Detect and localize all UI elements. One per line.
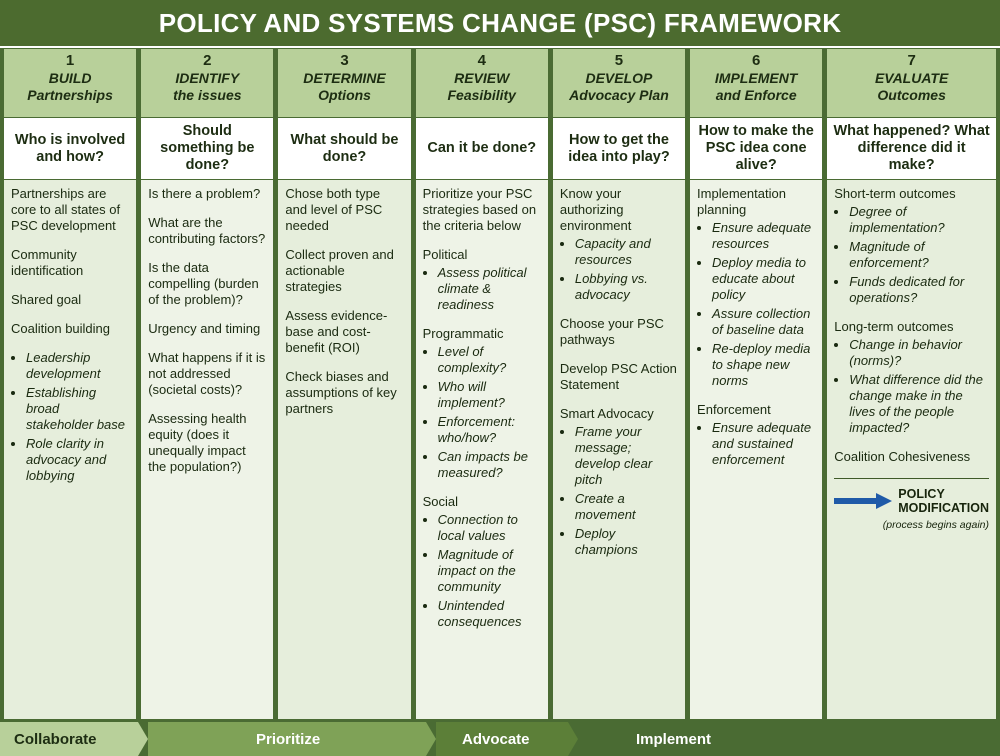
text-block: Urgency and timing <box>148 321 261 336</box>
text-block: Partnerships are core to all states of PSC development <box>11 186 121 233</box>
column-1-body <box>3 180 137 720</box>
text-block: What happens if it is not addressed (societal costs)? <box>148 350 266 397</box>
group-label: Smart Advocacy <box>559 406 654 421</box>
column-5-header <box>552 48 686 118</box>
phase-advocate <box>436 722 578 756</box>
bullet-list <box>697 220 815 389</box>
group-label: Know your authorizing environment <box>559 186 632 233</box>
list-item: • Magnitude of impact on the community <box>438 547 541 595</box>
policy-modification-row <box>834 487 989 515</box>
column-3-header <box>277 48 411 118</box>
column-4 <box>415 48 549 720</box>
column-7-header <box>826 48 997 118</box>
policy-modification-line2: MODIFICATION <box>898 501 989 515</box>
text-block: What are the contributing factors? <box>148 215 266 246</box>
list-item: • Capacity and resources <box>575 236 678 268</box>
column-2-verb: IDENTIFY <box>175 70 240 86</box>
list-item: • Assess political climate & readiness <box>438 265 541 313</box>
list-item: • Re-deploy media to shape new norms <box>712 341 815 389</box>
bullet-list <box>423 344 541 481</box>
group-label: Social <box>422 494 459 509</box>
list-item: • Assure collection of baseline data <box>712 306 815 338</box>
page-title <box>0 0 1000 48</box>
column-5-body <box>552 180 686 720</box>
column-5-question: How to get the idea into play? <box>552 118 686 180</box>
list-item: • Can impacts be measured? <box>438 449 541 481</box>
list-item: • Funds dedicated for operations? <box>849 274 989 306</box>
text-block: Assess evidence-base and cost-benefit (ROI) <box>285 308 388 355</box>
column-4-number: 4 <box>477 52 486 69</box>
column-6-header <box>689 48 823 118</box>
column-7-question: What happened? What difference did it make? <box>826 118 997 180</box>
text-block: Assessing health equity (does it unequally impact the population?) <box>148 411 247 474</box>
column-5-subtitle: Advocacy Plan <box>569 87 669 103</box>
phase-label: Implement <box>636 730 712 748</box>
bullet-list <box>423 512 541 630</box>
text-block: Chose both type and level of PSC needed <box>285 186 383 233</box>
column-1-question: Who is involved and how? <box>3 118 137 180</box>
text-block: Check biases and assumptions of key partners <box>285 369 397 416</box>
column-2-question: Should something be done? <box>140 118 274 180</box>
text-block: Collect proven and actionable strategies <box>285 247 394 294</box>
bullet-list <box>423 265 541 313</box>
phase-implement <box>578 722 1000 756</box>
column-2 <box>140 48 274 720</box>
list-item: • Frame your message; develop clear pitch <box>575 424 678 488</box>
text-block: Is there a problem? <box>148 186 261 201</box>
column-6-question: How to make the PSC idea cone alive? <box>689 118 823 180</box>
list-item: • Role clarity in advocacy and lobbying <box>26 436 129 484</box>
group-label: Implementation planning <box>697 186 786 217</box>
column-6-number: 6 <box>751 52 761 69</box>
group-label: Short-term outcomes <box>834 186 956 201</box>
list-item: • Leadership development <box>26 350 129 382</box>
column-6-body <box>689 180 823 720</box>
policy-modification-label <box>898 487 989 515</box>
bullet-list <box>697 420 815 468</box>
page-title-text: POLICY AND SYSTEMS CHANGE (PSC) FRAMEWORK <box>158 7 842 38</box>
list-item: • Unintended consequences <box>438 598 541 630</box>
list-item: • Connection to local values <box>438 512 541 544</box>
text-block: Coalition building <box>11 321 111 336</box>
list-item: • Deploy media to educate about policy <box>712 255 815 303</box>
policy-modification-note: (process begins again) <box>882 519 989 531</box>
column-3-question: What should be done? <box>277 118 411 180</box>
column-4-subtitle: Feasibility <box>447 87 516 103</box>
list-item: • Level of complexity? <box>438 344 541 376</box>
bullet-list <box>834 337 989 436</box>
phase-band <box>0 722 1000 756</box>
column-5 <box>552 48 686 720</box>
list-item: • Establishing broad stakeholder base <box>26 385 129 433</box>
framework-grid <box>0 48 1000 720</box>
policy-modification-block <box>834 478 989 533</box>
phase-collaborate <box>0 722 148 756</box>
list-item: • Lobbying vs. advocacy <box>575 271 678 303</box>
list-item: • Degree of implementation? <box>849 204 989 236</box>
column-6-verb: IMPLEMENT <box>714 70 798 86</box>
column-3-verb: DETERMINE <box>303 70 386 86</box>
column-3-subtitle: Options <box>318 87 371 103</box>
column-4-header <box>415 48 549 118</box>
list-item: • Who will implement? <box>438 379 541 411</box>
column-2-subtitle: the issues <box>173 87 242 103</box>
text-block: Shared goal <box>11 292 82 307</box>
list-item: • Ensure adequate and sustained enforcement <box>712 420 815 468</box>
column-5-verb: DEVELOP <box>585 70 653 86</box>
column-3-number: 3 <box>340 52 349 69</box>
bullet-list <box>560 424 678 558</box>
list-item: • Magnitude of enforcement? <box>849 239 989 271</box>
column-3 <box>277 48 411 720</box>
list-item: • Change in behavior (norms)? <box>849 337 989 369</box>
list-item: • Enforcement: who/how? <box>438 414 541 446</box>
phase-label: Collaborate <box>14 730 97 748</box>
list-item: • What difference did the change make in the lives of the people impacted? <box>849 372 989 436</box>
column-4-question: Can it be done? <box>415 118 549 180</box>
column-7-verb: EVALUATE <box>874 70 949 86</box>
phase-label: Advocate <box>462 730 530 748</box>
right-arrow-icon <box>834 493 892 509</box>
column-6 <box>689 48 823 720</box>
phase-label: Prioritize <box>256 730 321 748</box>
column-7-subtitle: Outcomes <box>877 87 946 103</box>
group-label: Political <box>422 247 468 262</box>
text-block: Community identification <box>11 247 84 278</box>
bullet-list <box>11 350 129 484</box>
phase-prioritize <box>148 722 436 756</box>
column-2-body <box>140 180 274 720</box>
group-label: Long-term outcomes <box>834 319 954 334</box>
list-item: • Ensure adequate resources <box>712 220 815 252</box>
list-item: • Create a movement <box>575 491 678 523</box>
column-3-body <box>277 180 411 720</box>
bullet-list <box>834 204 989 306</box>
column-7-body <box>826 180 997 720</box>
list-item: • Deploy champions <box>575 526 678 558</box>
column-2-header <box>140 48 274 118</box>
group-label: Choose your PSC pathways <box>559 316 664 347</box>
group-label: Develop PSC Action Statement <box>559 361 677 392</box>
column-7 <box>826 48 997 720</box>
text-block: Is the data compelling (burden of the problem)? <box>148 260 259 307</box>
column-1-number: 1 <box>65 52 75 69</box>
column-1 <box>3 48 137 720</box>
column-5-number: 5 <box>614 52 624 69</box>
column-1-subtitle: Partnerships <box>27 87 113 103</box>
divider <box>834 478 989 479</box>
column-6-subtitle: and Enforce <box>715 87 797 103</box>
group-label: Programmatic <box>422 326 504 341</box>
column-1-header <box>3 48 137 118</box>
bullet-list <box>560 236 678 303</box>
column-4-body <box>415 180 549 720</box>
column-4-verb: REVIEW <box>454 70 510 86</box>
group-label: Enforcement <box>697 402 771 417</box>
column-7-number: 7 <box>907 52 916 69</box>
policy-modification-line1: POLICY <box>898 487 945 501</box>
column-2-number: 2 <box>203 52 212 69</box>
text-block: Prioritize your PSC strategies based on the criteria below <box>422 186 537 233</box>
column-1-verb: BUILD <box>48 70 92 86</box>
group-label: Coalition Cohesiveness <box>834 449 971 464</box>
